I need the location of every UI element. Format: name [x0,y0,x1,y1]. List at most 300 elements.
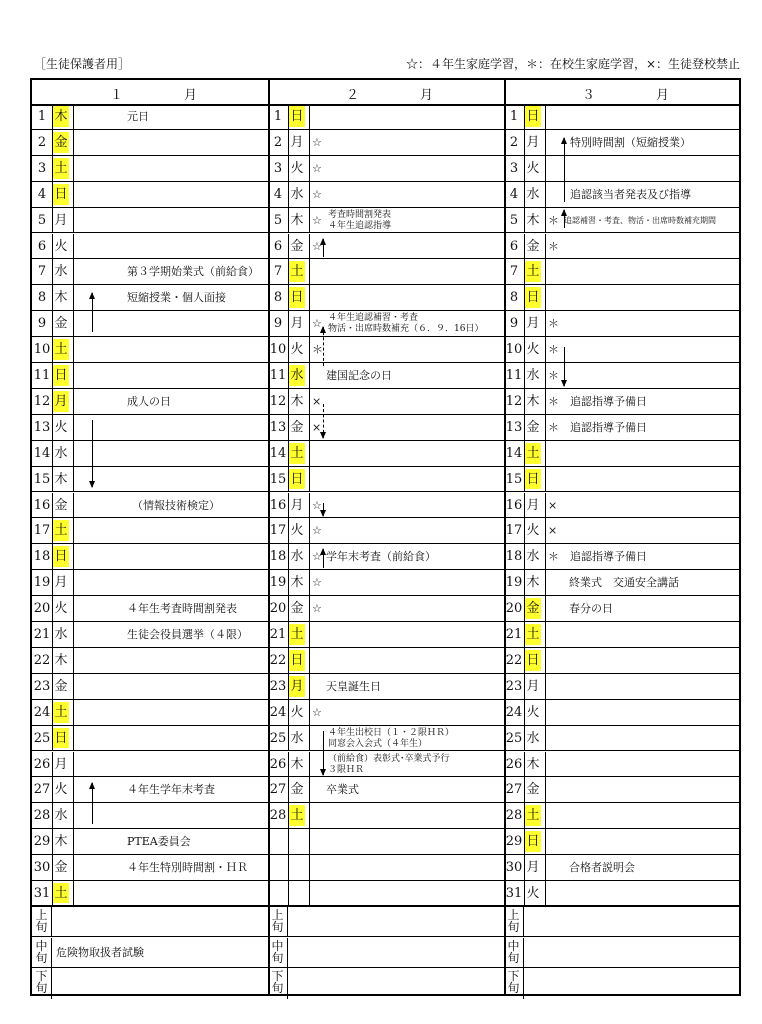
weekday-divider [73,881,74,905]
day-row [32,285,268,311]
weekday-divider [73,441,74,466]
weekday-divider [73,104,74,129]
weekday-divider [309,208,310,233]
day-row [504,648,739,674]
event-text: 短縮授業・個人面接 [127,291,226,305]
day-row [504,467,739,493]
weekday-holiday: 日 [289,287,305,308]
attendance-mark: × [312,420,322,434]
day-row [268,570,504,596]
weekday-holiday: 土 [53,158,69,179]
day-row [32,363,268,389]
range-arrow-up [92,783,93,824]
day-row [504,622,739,648]
day-row [268,311,504,337]
day-number: 19 [268,570,289,595]
weekday-holiday: 日 [289,469,305,490]
month-number: １ [110,88,124,103]
day-row [268,674,504,700]
day-number: 8 [268,285,289,310]
day-number: 1 [504,104,525,129]
attendance-mark: ☆ [312,239,322,253]
day-number: 17 [32,518,53,543]
month-column-march [504,80,739,994]
day-number: 12 [268,389,289,414]
event-line-2: 物活・出席時数補充（６．９．16日） [328,324,484,335]
weekday-divider [545,311,546,336]
day-number: 9 [32,311,53,336]
day-number: 20 [32,596,53,621]
day-number: 28 [32,803,53,828]
weekday-divider [73,259,74,284]
period-row [32,968,268,999]
weekday-divider [545,337,546,362]
weekday-divider [309,674,310,699]
weekday-divider [73,777,74,802]
weekday-divider [545,881,546,905]
weekday: 水 [54,264,68,280]
attendance-mark: ＊ [548,317,559,331]
weekday: 水 [54,445,68,461]
day-row [268,493,504,519]
event-text: ４年生学年末考査 [127,783,215,797]
weekday: 月 [526,134,540,150]
attendance-mark: ＊ [548,394,559,408]
event-text [328,728,454,750]
day-number: 27 [504,777,525,802]
event-text: 追認指導予備日 [570,420,647,434]
attendance-mark: ＊ [548,213,559,227]
day-number: 22 [504,648,525,673]
calendar-table [30,78,741,996]
weekday-divider [73,467,74,492]
day-number: 19 [32,570,53,595]
day-row [32,156,268,182]
weekday: 月 [290,316,304,332]
weekday-divider [73,855,74,880]
weekday-divider [309,518,310,543]
day-row [32,259,268,285]
weekday-divider [73,389,74,414]
day-number: 12 [32,389,53,414]
weekday: 水 [54,808,68,824]
weekday-divider [73,493,74,518]
day-number: 12 [504,389,525,414]
event-line-1: ４年生出校日（１・２限ＨＲ） [328,727,455,738]
weekday-divider [309,156,310,181]
period-label: 上旬 [32,907,52,937]
day-number: 4 [268,182,289,207]
attendance-mark: ☆ [312,576,322,590]
day-number: 5 [504,208,525,233]
weekday-divider [545,700,546,725]
day-number: 9 [268,311,289,336]
weekday: 金 [54,497,68,513]
period-label: 上旬 [268,907,288,937]
day-row [504,700,739,726]
weekday-divider [73,674,74,699]
range-arrow-up [564,210,565,228]
period-label: 下旬 [32,968,52,999]
event-text [328,754,450,776]
day-row [504,208,739,234]
attendance-mark: ☆ [312,550,322,564]
weekday-divider [545,130,546,155]
weekday-divider [309,259,310,284]
weekday: 金 [54,860,68,876]
event-text: ４年生特別時間割・ＨＲ [127,861,248,875]
weekday: 水 [526,549,540,565]
weekday: 金 [526,782,540,798]
day-number: 24 [268,700,289,725]
weekday-divider [545,544,546,569]
period-row [504,968,739,999]
weekday-divider [309,881,310,905]
day-number: 14 [32,441,53,466]
day-number: 17 [504,518,525,543]
day-row [268,726,504,752]
day-number: 7 [504,259,525,284]
day-number: 6 [504,234,525,259]
day-row [32,829,268,855]
weekday-divider [309,493,310,518]
attendance-mark: × [548,524,558,538]
weekday: 金 [54,678,68,694]
event-line-2: 同窓会入会式（４年生） [328,738,428,749]
weekday-divider [545,777,546,802]
weekday-divider [73,234,74,259]
range-arrow-down [323,731,324,775]
event-text: 追認該当者発表及び指導 [570,187,691,201]
day-row [504,881,739,907]
weekday: 火 [526,342,540,358]
day-row [32,208,268,234]
day-number: 30 [32,855,53,880]
range-arrow-down [92,420,93,487]
weekday: 水 [54,627,68,642]
weekday-holiday: 日 [289,106,305,127]
weekday-divider [545,570,546,595]
day-number: 14 [268,441,289,466]
weekday: 水 [290,549,304,565]
weekday-divider [73,570,74,595]
weekday-holiday: 土 [289,624,305,645]
weekday-divider [73,208,74,233]
weekday: 月 [526,860,540,876]
weekday: 木 [526,212,540,228]
period-label: 下旬 [504,968,524,999]
day-row [504,726,739,752]
weekday: 木 [290,756,304,772]
weekday: 火 [54,782,68,798]
day-number [268,881,289,905]
event-text: 生徒会役員選挙（４限） [127,628,248,641]
weekday: 火 [290,160,304,176]
day-number: 7 [268,259,289,284]
weekday-divider [309,752,310,777]
day-number: 3 [504,156,525,181]
day-number: 22 [268,648,289,673]
event-text [328,313,483,335]
day-row [268,208,504,234]
weekday: 月 [54,756,68,772]
attendance-mark: ☆ [312,187,322,201]
attendance-mark: ☆ [312,135,322,149]
attendance-mark: ☆ [312,524,322,538]
day-row [268,752,504,778]
weekday: 月 [290,134,304,150]
month-header [32,80,268,106]
month-header [268,80,504,106]
day-number: 31 [504,881,525,905]
day-row [268,777,504,803]
weekday-divider [545,259,546,284]
day-row [32,311,268,337]
day-row [504,389,739,415]
day-row [32,518,268,544]
day-number: 18 [32,544,53,569]
weekday-divider [545,829,546,854]
weekday-divider [545,726,546,751]
range-arrow-up [323,327,324,366]
attendance-mark: ＊ [312,343,323,357]
day-number: 18 [268,544,289,569]
day-number: 21 [504,622,525,647]
day-number: 4 [504,182,525,207]
weekday: 水 [290,186,304,202]
day-row [504,752,739,778]
day-number: 13 [32,415,53,440]
day-number: 20 [268,596,289,621]
attendance-mark: × [548,498,558,512]
day-row [32,389,268,415]
weekday-holiday: 土 [525,624,541,645]
weekday-holiday: 土 [289,805,305,826]
day-row [504,493,739,519]
event-text: 第３学期始業式（前給食） [127,265,259,279]
weekday: 月 [54,212,68,228]
day-row [268,156,504,182]
day-row [268,441,504,467]
day-number: 9 [504,311,525,336]
weekday-divider [309,337,310,362]
day-row [268,803,504,829]
month-header [504,80,739,106]
event-text: 追認補習・考査、物活・出席時数補充期間 [564,215,716,225]
day-number: 3 [32,156,53,181]
weekday-holiday: 土 [53,520,69,541]
event-text: 合格者説明会 [569,861,635,875]
day-row [32,777,268,803]
day-row [268,544,504,570]
weekday-divider [545,234,546,259]
weekday-divider [309,234,310,259]
weekday-holiday: 土 [53,702,69,723]
weekday: 火 [54,601,68,617]
day-number: 24 [504,700,525,725]
day-row [268,881,504,907]
weekday-divider [309,777,310,802]
weekday-divider [309,182,310,207]
day-number: 14 [504,441,525,466]
day-row [268,363,504,389]
day-row [32,182,268,208]
weekday: 木 [54,290,68,306]
day-number: 13 [504,415,525,440]
day-number: 5 [268,208,289,233]
day-row [268,259,504,285]
event-text: 卒業式 [326,783,359,797]
weekday-divider [309,803,310,828]
day-row [504,285,739,311]
day-number: 18 [504,544,525,569]
weekday-holiday: 土 [53,339,69,360]
weekday-divider [73,518,74,543]
day-number: 1 [32,104,53,129]
weekday: 月 [290,497,304,513]
day-row [32,441,268,467]
weekday-divider [545,415,546,440]
weekday-holiday: 日 [53,184,69,205]
weekday-divider [545,493,546,518]
day-row [504,363,739,389]
weekday: 木 [54,652,68,668]
event-text: （情報技術検定） [132,498,220,512]
day-number: 10 [32,337,53,362]
weekday-holiday: 日 [525,469,541,490]
day-row [32,415,268,441]
event-text: 建国記念の日 [326,369,392,382]
weekday [289,831,305,852]
day-number [268,829,289,854]
day-number: 24 [32,700,53,725]
weekday: 木 [526,575,540,591]
day-number: 4 [32,182,53,207]
period-label: 中旬 [32,938,52,968]
weekday-divider [309,622,310,647]
weekday: 金 [290,782,304,798]
day-row [504,777,739,803]
day-number: 28 [504,803,525,828]
day-row [268,700,504,726]
weekday-holiday: 土 [525,261,541,282]
weekday-divider [73,544,74,569]
day-row [32,700,268,726]
day-row [32,622,268,648]
range-arrow-down [323,404,324,438]
day-number: 25 [504,726,525,751]
day-number: 15 [32,467,53,492]
day-row [504,259,739,285]
weekday-holiday: 日 [525,287,541,308]
weekday-holiday: 水 [289,365,305,386]
weekday-divider [73,622,74,647]
weekday: 木 [290,393,304,409]
weekday-divider [545,156,546,181]
weekday-divider [73,726,74,751]
day-number: 28 [268,803,289,828]
day-number: 21 [32,622,53,647]
weekday-holiday: 土 [53,883,69,903]
event-text: 特別時間割（短縮授業） [570,135,691,149]
attendance-mark: ＊ [548,420,559,434]
weekday-divider [309,415,310,440]
weekday-divider [309,855,310,880]
weekday-divider [73,752,74,777]
day-number: 17 [268,518,289,543]
event-text: PTEA委員会 [127,835,191,849]
day-number: 2 [32,130,53,155]
day-number: 23 [504,674,525,699]
weekday-divider [309,441,310,466]
weekday-holiday: 土 [525,805,541,826]
weekday-divider [73,415,74,440]
period-row [268,907,504,938]
weekday-holiday: 木 [53,106,69,127]
period-row [504,938,739,969]
day-row [268,130,504,156]
weekday-holiday: 日 [525,650,541,671]
weekday-holiday: 日 [53,365,69,386]
event-text: 天皇誕生日 [326,679,381,693]
day-row [504,803,739,829]
day-number: 21 [268,622,289,647]
day-row [32,855,268,881]
attendance-mark: ☆ [312,161,322,175]
day-row [268,182,504,208]
day-number: 2 [268,130,289,155]
weekday-divider [73,596,74,621]
weekday-holiday: 金 [525,598,541,619]
attendance-mark: ☆ [312,317,322,331]
weekday-divider [73,803,74,828]
weekday-divider [545,467,546,492]
day-row [504,311,739,337]
day-number: 13 [268,415,289,440]
day-number: 27 [32,777,53,802]
weekday: 木 [526,393,540,409]
day-number: 6 [32,234,53,259]
weekday-holiday: 月 [289,676,305,697]
day-number: 29 [32,829,53,854]
event-line-1: ４年生追認補習・考査 [328,313,419,324]
attendance-mark: × [312,394,322,408]
period-label: 下旬 [268,968,288,999]
weekday: 木 [290,575,304,591]
attendance-mark: ＊ [548,239,559,253]
attendance-mark: ＊ [548,550,559,564]
weekday-divider [545,441,546,466]
weekday: 火 [290,342,304,358]
period-row [268,968,504,999]
day-number: 10 [268,337,289,362]
day-number: 15 [268,467,289,492]
weekday-holiday: 土 [525,443,541,464]
weekday: 月 [526,678,540,694]
day-row [268,104,504,130]
day-number: 30 [504,855,525,880]
day-row [504,234,739,260]
weekday: 金 [526,419,540,435]
weekday-divider [309,104,310,129]
month-column-february [268,80,506,994]
day-number: 26 [32,752,53,777]
weekday-divider [309,389,310,414]
day-number: 8 [504,285,525,310]
weekday: 火 [290,704,304,720]
day-number: 11 [268,363,289,388]
event-text [328,210,391,232]
